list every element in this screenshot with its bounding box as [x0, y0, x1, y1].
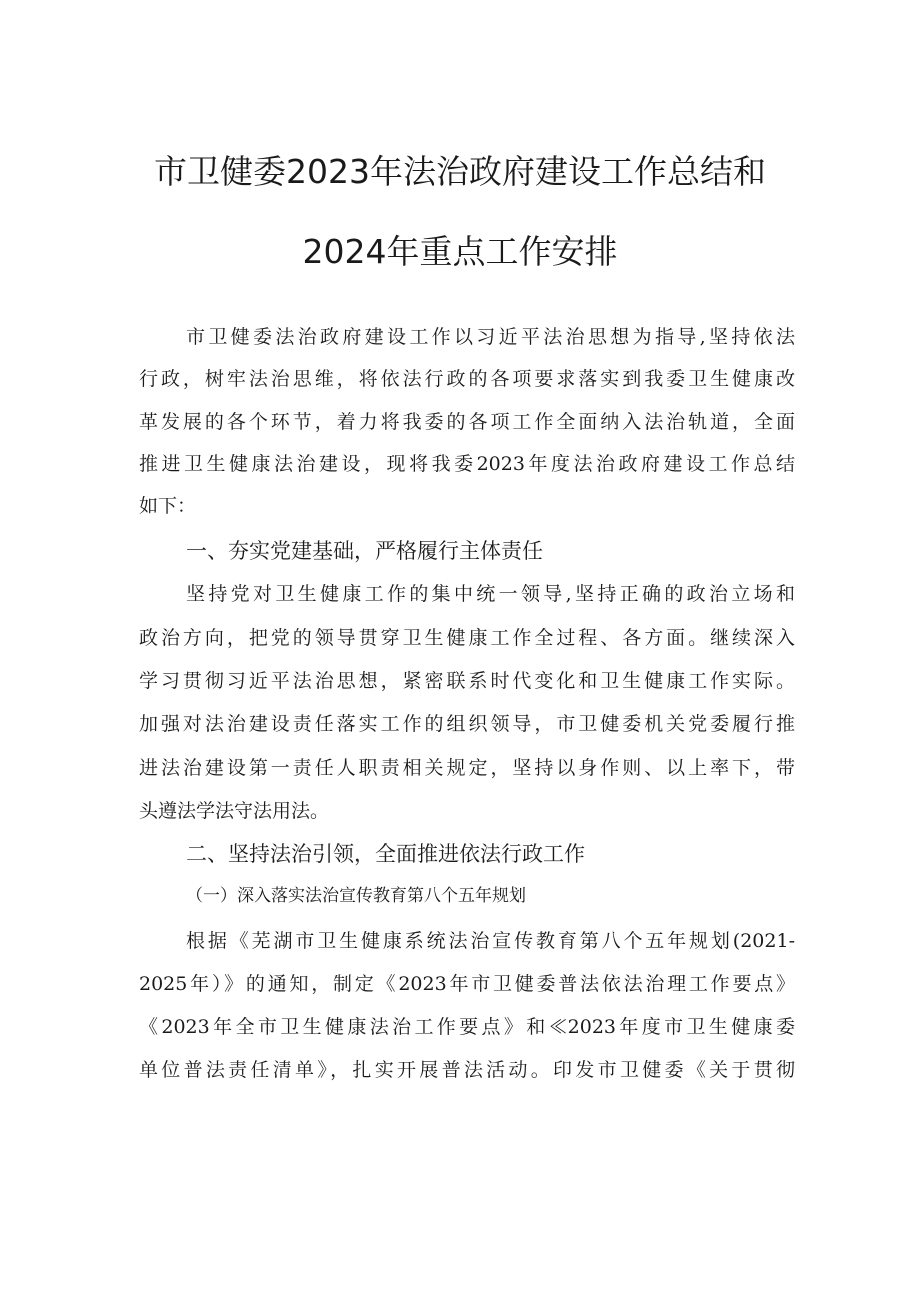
section-1-line-6: 头遵法学法守法用法。 — [139, 800, 330, 822]
section-1-line-5: 进法治建设第一责任人职责相关规定，坚持以身作则、以上率下，带 — [139, 757, 795, 779]
section-2-line-1: 根据《芜湖市卫生健康系统法治宣传教育第八个五年规划(2021- — [186, 930, 795, 952]
intro-line-1: 市卫健委法治政府建设工作以习近平法治思想为指导,坚持依法 — [186, 326, 795, 348]
section-2-line-3: 《2023年全市卫生健康法治工作要点》和≪2023年度市卫生健康委 — [139, 1016, 795, 1038]
section-2-line-2: 2025年）》的通知，制定《2023年市卫健委普法依法治理工作要点》 — [139, 973, 795, 995]
intro-line-5: 如下： — [139, 495, 197, 517]
document-title-line-2: 2024年重点工作安排 — [302, 232, 618, 271]
intro-line-3: 革发展的各个环节，着力将我委的各项工作全面纳入法治轨道，全面 — [139, 411, 795, 433]
section-1-line-4: 加强对法治建设责任落实工作的组织领导，市卫健委机关党委履行推 — [139, 713, 795, 735]
intro-line-4: 推进卫生健康法治建设，现将我委2023年度法治政府建设工作总结 — [139, 453, 795, 475]
section-1-line-1: 坚持党对卫生健康工作的集中统一领导,坚持正确的政治立场和 — [186, 583, 795, 605]
section-1-line-2: 政治方向，把党的领导贯穿卫生健康工作全过程、各方面。继续深入 — [139, 627, 795, 649]
section-2-subheading-1: （一）深入落实法治宣传教育第八个五年规划 — [186, 886, 526, 906]
intro-line-2: 行政，树牢法治思维，将依法行政的各项要求落实到我委卫生健康改 — [139, 368, 795, 390]
document-title-line-1: 市卫健委2023年法治政府建设工作总结和 — [154, 152, 766, 191]
section-1-heading: 一、夯实党建基础，严格履行主体责任 — [186, 539, 543, 563]
section-1-line-3: 学习贯彻习近平法治思想，紧密联系时代变化和卫生健康工作实际。 — [139, 670, 795, 692]
section-2-heading: 二、坚持法治引领，全面推进依法行政工作 — [186, 842, 585, 866]
section-2-line-4: 单位普法责任清单》，扎实开展普法活动。印发市卫健委《关于贯彻 — [139, 1059, 795, 1081]
